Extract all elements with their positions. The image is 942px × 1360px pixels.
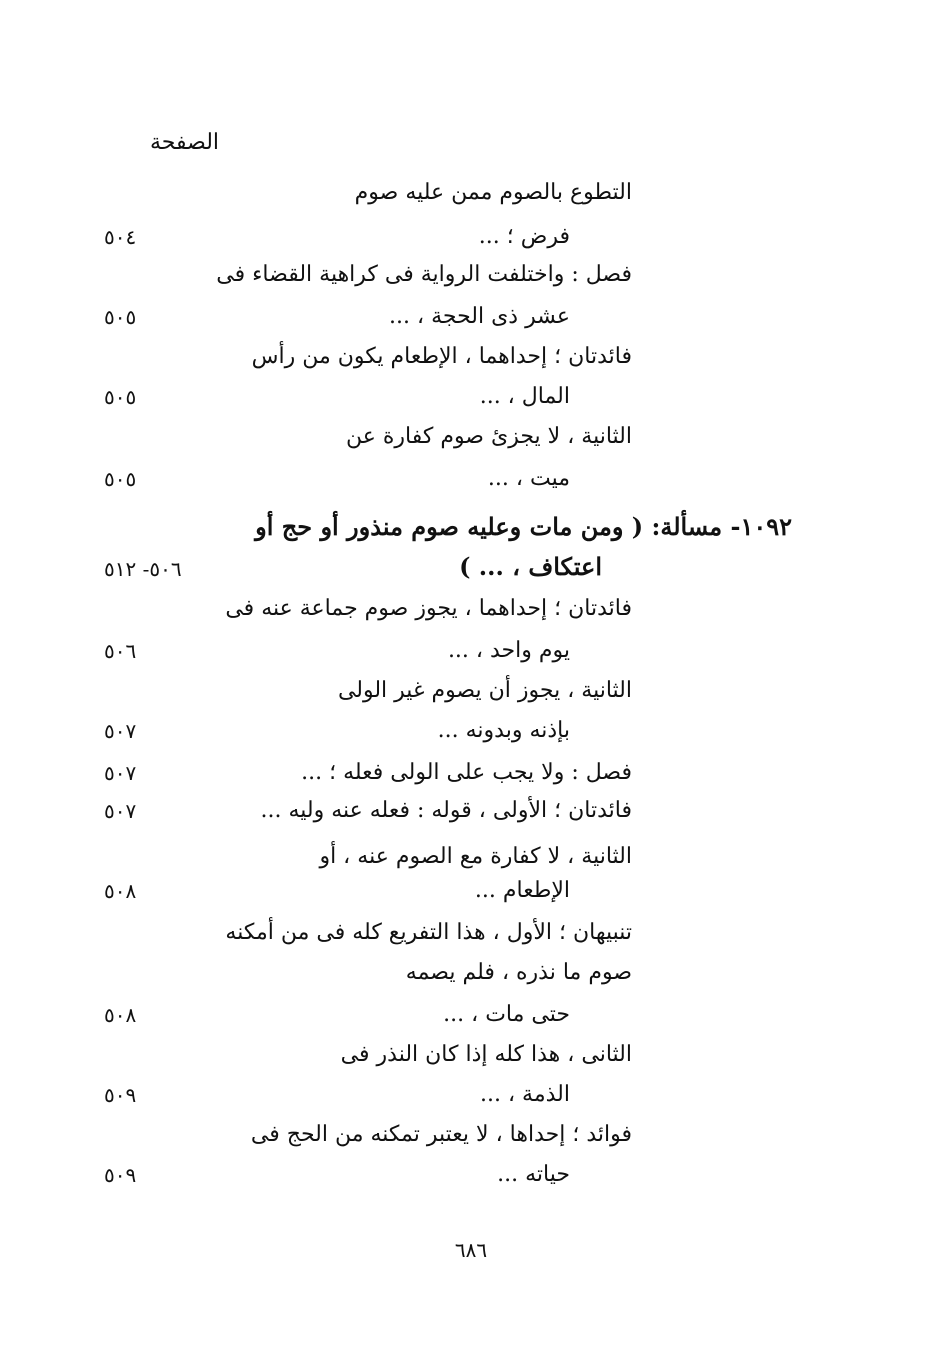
page-ref: ٥٠٨	[104, 1003, 137, 1027]
section-heading-cont: اعتكاف ، ... )	[459, 552, 602, 581]
page-label: الصفحة	[150, 130, 220, 155]
page-ref: ٥٠٧	[104, 799, 137, 823]
index-entry-line: صوم ما نذره ، فلم يصمه	[405, 960, 632, 985]
page-ref: ٥٠٥	[104, 385, 137, 409]
index-entry-line: فائدتان ؛ إحداهما ، يجوز صوم جماعة عنه فى	[225, 596, 632, 621]
index-entry-line: بإذنه وبدونه ...	[437, 718, 570, 743]
index-entry-line: الثانى ، هذا كله إذا كان النذر فى	[340, 1042, 632, 1067]
page-ref: ٥٠٦	[104, 639, 137, 663]
index-entry-line: فائدتان ؛ الأولى ، قوله : فعله عنه وليه ...	[260, 798, 632, 823]
index-entry-line: الثانية ، لا يجزئ صوم كفارة عن	[346, 424, 632, 449]
page-ref: ٥٠٩	[104, 1083, 137, 1107]
index-entry-line: فائدتان ؛ إحداهما ، الإطعام يكون من رأس	[251, 344, 632, 369]
page-ref-range: ٥٠٦- ٥١٢	[104, 557, 182, 581]
index-entry-line: عشر ذى الحجة ، ...	[389, 304, 570, 329]
page-ref: ٥٠٥	[104, 305, 137, 329]
section-heading: ١٠٩٢- مسألة: ( ومن مات وعليه صوم منذور أو حج أو	[255, 512, 792, 541]
index-entry-line: فرض ؛ ...	[478, 224, 570, 249]
index-entry-line: حتى مات ، ...	[443, 1002, 570, 1027]
page-number: ٦٨٦	[454, 1238, 488, 1262]
page-ref: ٥٠٥	[104, 467, 137, 491]
index-entry-line: فوائد ؛ إحداها ، لا يعتبر تمكنه من الحج فى	[250, 1122, 632, 1147]
index-entry-line: المال ، ...	[479, 384, 570, 409]
index-entry-line: ميت ، ...	[487, 466, 570, 491]
page-ref: ٥٠٧	[104, 719, 137, 743]
index-entry-line: فصل : ولا يجب على الولى فعله ؛ ...	[301, 760, 632, 785]
index-entry-line: الثانية ، يجوز أن يصوم غير الولى	[337, 678, 632, 703]
index-entry-line: الإطعام ...	[474, 878, 570, 903]
index-entry-line: الثانية ، لا كفارة مع الصوم عنه ، أو	[319, 844, 632, 869]
index-entry-line: حياته ...	[497, 1162, 570, 1187]
page-ref: ٥٠٨	[104, 879, 137, 903]
index-entry-line: الذمة ، ...	[479, 1082, 570, 1107]
index-entry-line: التطوع بالصوم ممن عليه صوم	[354, 180, 632, 205]
index-entry-line: يوم واحد ، ...	[447, 638, 570, 663]
page-ref: ٥٠٩	[104, 1163, 137, 1187]
index-entry-line: تنبيهان ؛ الأول ، هذا التفريع كله فى من أمكنه	[225, 920, 632, 945]
index-entry-line: فصل : واختلفت الرواية فى كراهية القضاء فى	[216, 262, 632, 287]
page-ref: ٥٠٤	[104, 225, 137, 249]
page-ref: ٥٠٧	[104, 761, 137, 785]
